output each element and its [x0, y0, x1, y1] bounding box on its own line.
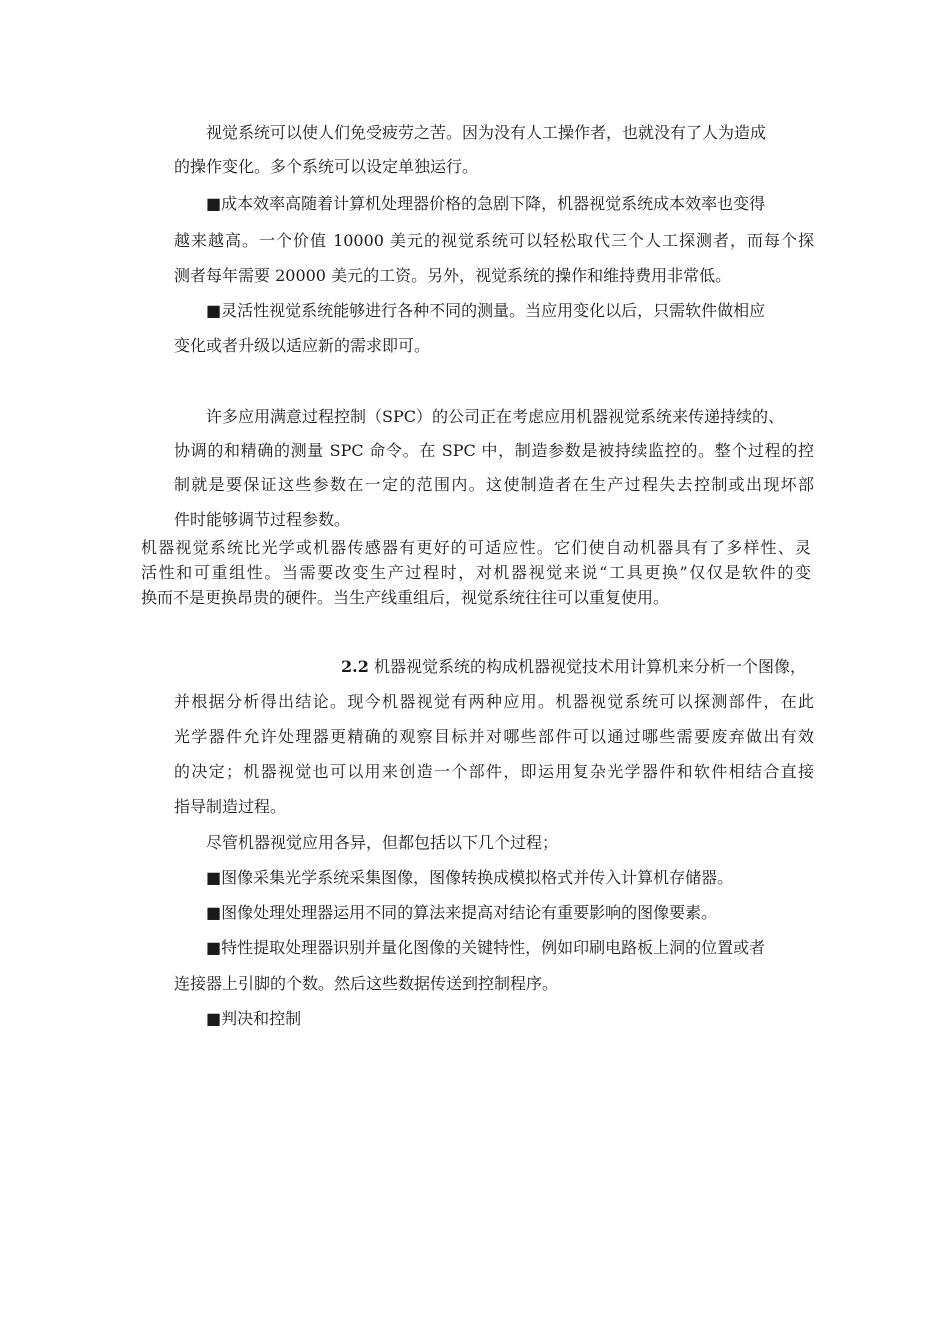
paragraph-5-line-2: 活性和可重组性。当需要改变生产过程时，对机器视觉来说“工具更换”仅仅是软件的变: [141, 563, 811, 582]
paragraph-9-line-1: ■图像处理处理器运用不同的算法来提高对结论有重要影响的图像要素。: [206, 903, 718, 922]
section-heading-text: 机器视觉系统的构成机器视觉技术用计算机来分析一个图像，: [373, 657, 806, 676]
paragraph-4-line-3: 制就是要保证这些参数在一定的范围内。这使制造者在生产过程失去控制或出现坏部: [174, 475, 814, 494]
paragraph-11-line-1: ■判决和控制: [206, 1009, 302, 1028]
section-number: 2.2: [341, 657, 369, 676]
section-heading-line: [341, 657, 806, 677]
paragraph-5-line-1: 机器视觉系统比光学或机器传感器有更好的可适应性。它们使自动机器具有了多样性、灵: [141, 538, 811, 557]
paragraph-2-line-3: 测者每年需要 20000 美元的工资。另外，视觉系统的操作和维持费用非常低。: [174, 266, 732, 285]
paragraph-2-line-2: 越来越高。一个价值 10000 美元的视觉系统可以轻松取代三个人工探测者，而每个探: [174, 231, 814, 250]
paragraph-7-line-1: 尽管机器视觉应用各异，但都包括以下几个过程；: [206, 833, 559, 852]
paragraph-8-line-1: ■图像采集光学系统采集图像，图像转换成模拟格式并传入计算机存储器。: [206, 868, 734, 887]
paragraph-2-line-1: ■成本效率高随着计算机处理器价格的急剧下降，机器视觉系统成本效率也变得: [206, 194, 766, 213]
paragraph-6-line-2: 并根据分析得出结论。现今机器视觉有两种应用。机器视觉系统可以探测部件，在此: [174, 692, 814, 711]
paragraph-10-line-2: 连接器上引脚的个数。然后这些数据传送到控制程序。: [174, 974, 559, 993]
paragraph-6-line-3: 光学器件允许处理器更精确的观察目标并对哪些部件可以通过哪些需要废弃做出有效: [174, 727, 814, 746]
paragraph-3-line-2: 变化或者升级以适应新的需求即可。: [174, 336, 431, 355]
paragraph-4-line-2: 协调的和精确的测量 SPC 命令。在 SPC 中，制造参数是被持续监控的。整个过程的控: [174, 441, 814, 460]
paragraph-6-line-5: 指导制造过程。: [174, 797, 287, 816]
paragraph-4-line-1: 许多应用满意过程控制（SPC）的公司正在考虑应用机器视觉系统来传递持续的、: [206, 407, 784, 426]
paragraph-1-line-2: 的操作变化。多个系统可以设定单独运行。: [174, 157, 479, 176]
paragraph-1-line-1: 视觉系统可以使人们免受疲劳之苦。因为没有人工操作者，也就没有了人为造成: [206, 123, 767, 142]
paragraph-5-line-3: 换而不是更换昂贵的硬件。当生产线重组后，视觉系统往往可以重复使用。: [141, 588, 670, 607]
paragraph-4-line-4: 件时能够调节过程参数。: [174, 510, 351, 529]
paragraph-3-line-1: ■灵活性视觉系统能够进行各种不同的测量。当应用变化以后，只需软件做相应: [206, 301, 766, 320]
paragraph-10-line-1: ■特性提取处理器识别并量化图像的关键特性，例如印刷电路板上洞的位置或者: [206, 938, 766, 957]
paragraph-6-line-4: 的决定；机器视觉也可以用来创造一个部件，即运用复杂光学器件和软件相结合直接: [174, 762, 814, 781]
